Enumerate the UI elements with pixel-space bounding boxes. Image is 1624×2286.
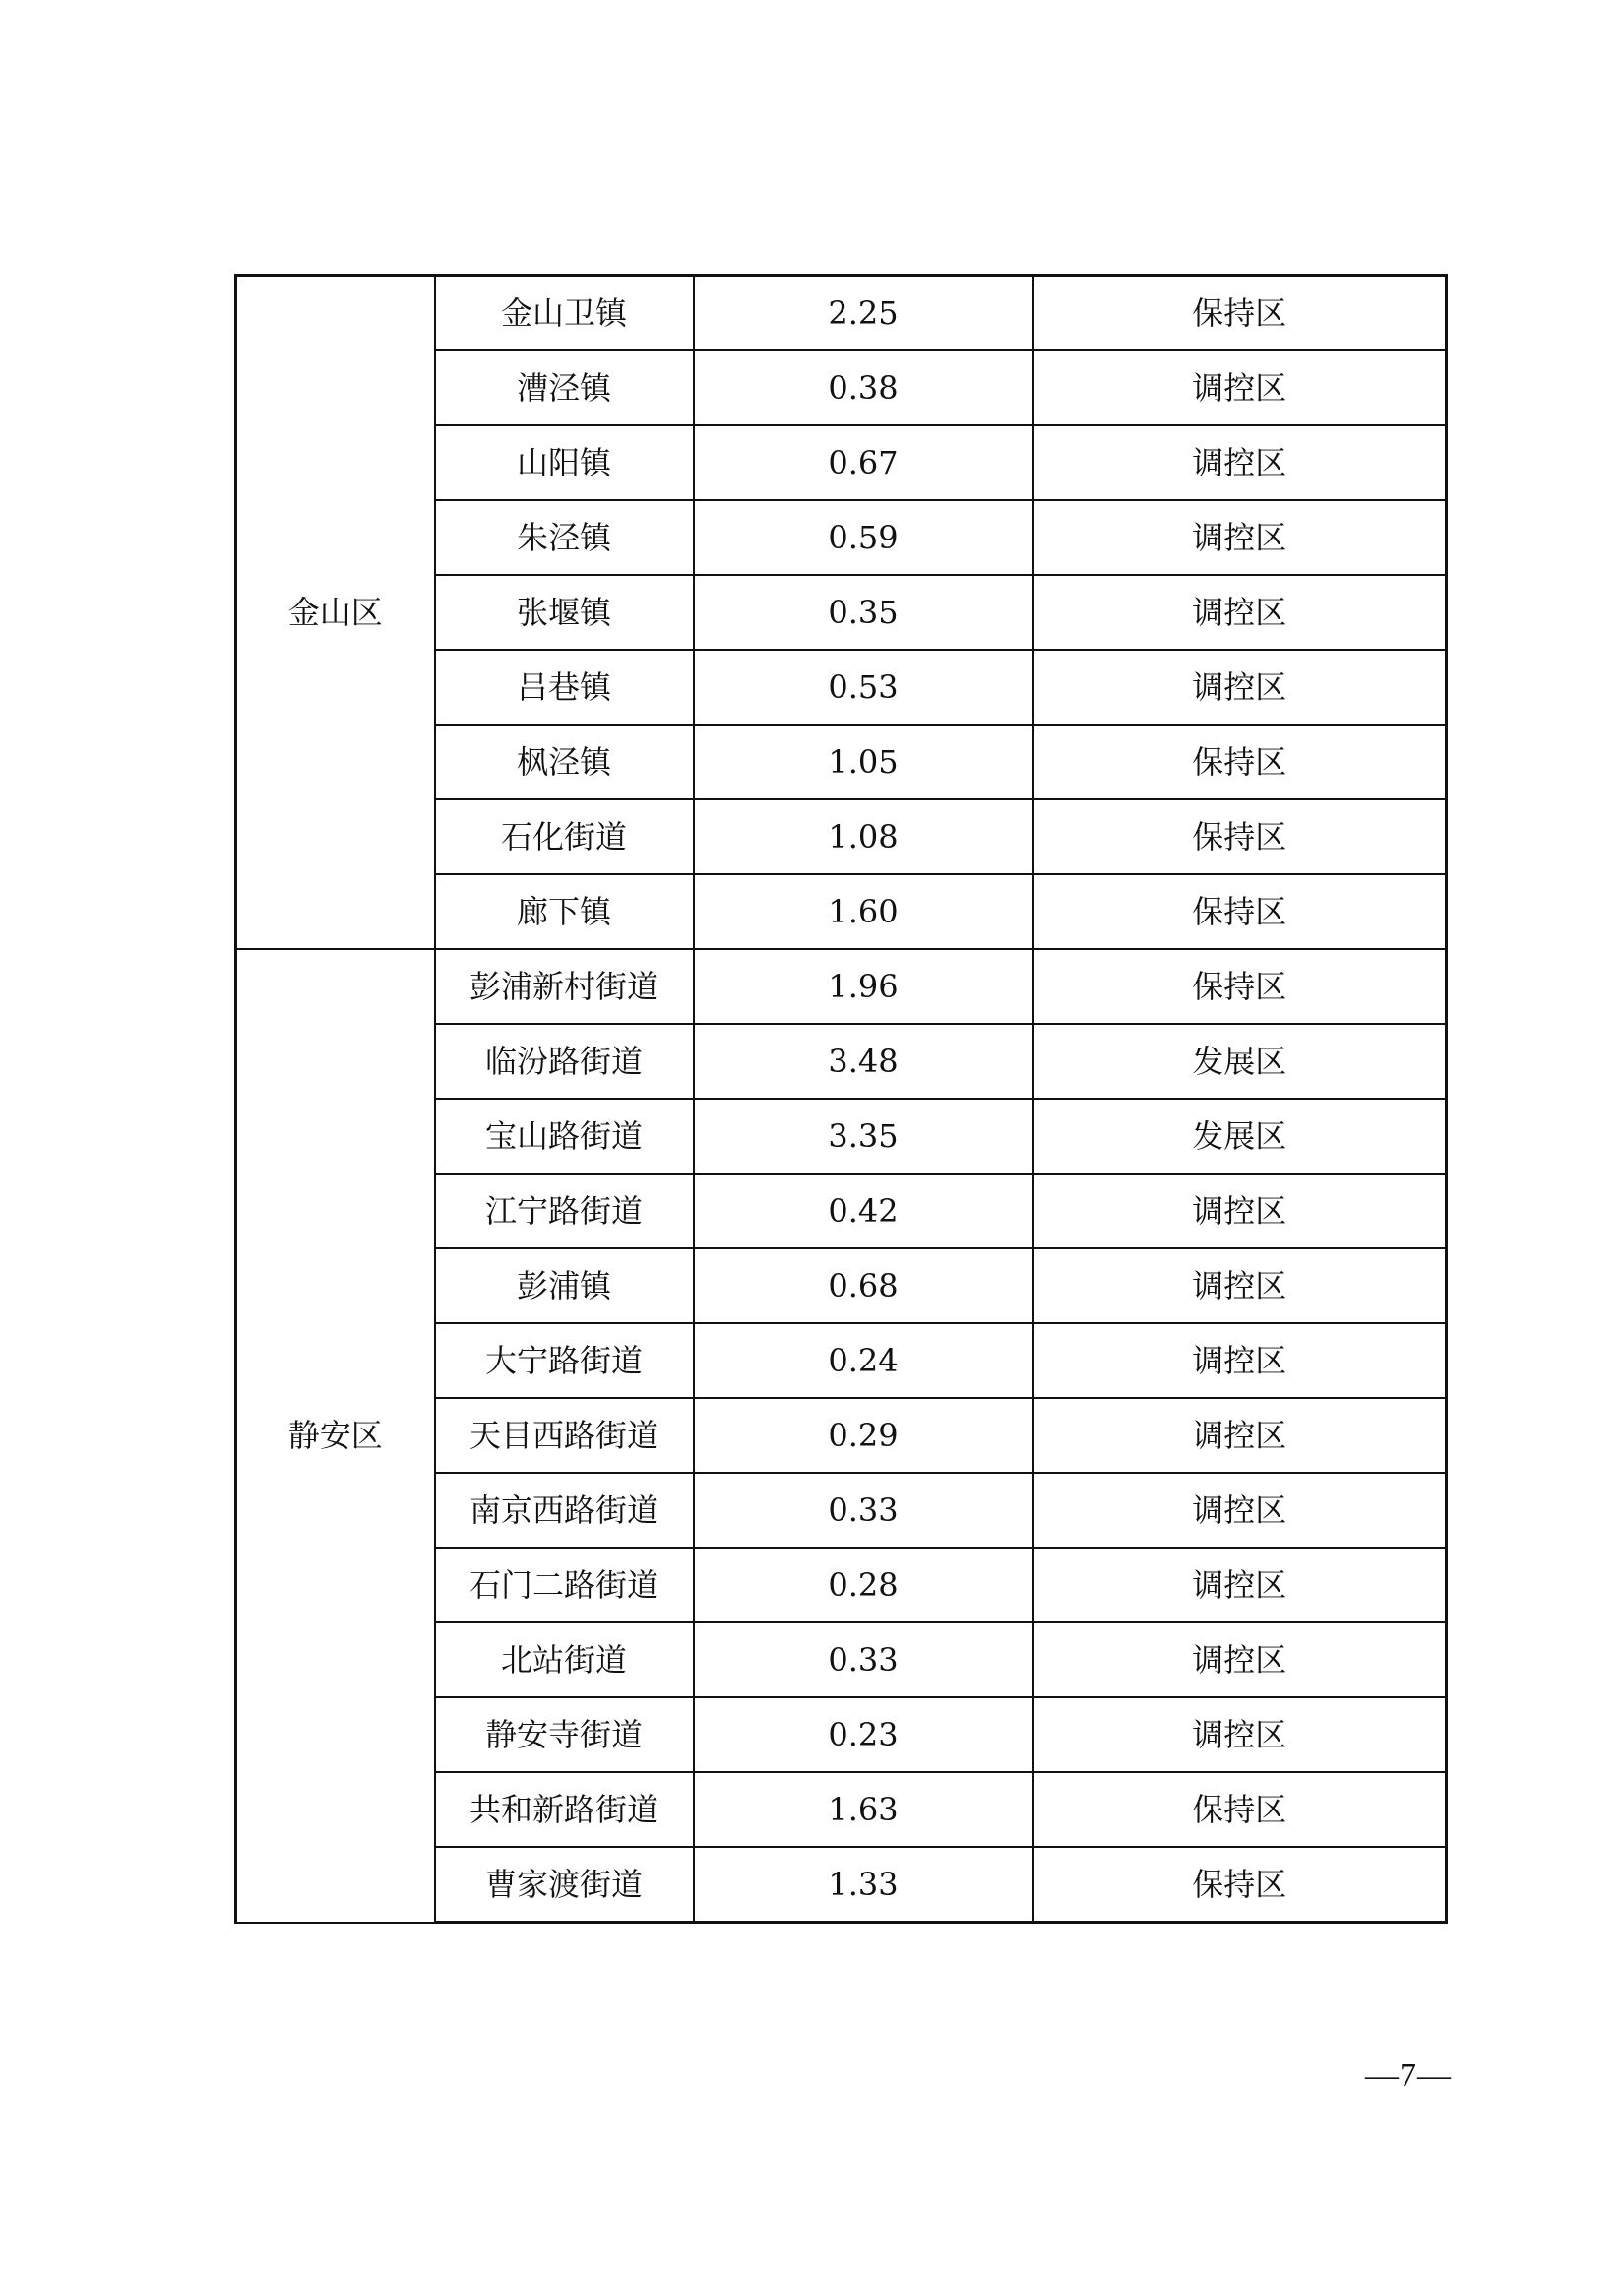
town-cell: 朱泾镇: [435, 500, 694, 575]
value-cell: 0.33: [694, 1622, 1033, 1697]
town-cell: 山阳镇: [435, 425, 694, 500]
category-cell: 调控区: [1033, 1548, 1447, 1622]
town-cell: 枫泾镇: [435, 725, 694, 799]
category-cell: 调控区: [1033, 1473, 1447, 1548]
page-number: —7—: [1365, 2058, 1452, 2094]
value-cell: 0.23: [694, 1697, 1033, 1772]
town-cell: 廊下镇: [435, 874, 694, 949]
category-cell: 调控区: [1033, 1248, 1447, 1323]
category-cell: 调控区: [1033, 500, 1447, 575]
value-cell: 0.68: [694, 1248, 1033, 1323]
category-cell: 调控区: [1033, 1697, 1447, 1772]
town-cell: 彭浦新村街道: [435, 949, 694, 1024]
value-cell: 0.35: [694, 575, 1033, 650]
value-cell: 0.28: [694, 1548, 1033, 1622]
category-cell: 保持区: [1033, 276, 1447, 351]
town-cell: 大宁路街道: [435, 1323, 694, 1398]
value-cell: 0.38: [694, 350, 1033, 425]
table-body: [236, 276, 1447, 1923]
table-row: [236, 949, 1447, 1024]
district-cell: 静安区: [236, 949, 435, 1923]
category-cell: 发展区: [1033, 1024, 1447, 1099]
value-cell: 1.60: [694, 874, 1033, 949]
value-cell: 0.42: [694, 1174, 1033, 1248]
category-cell: 调控区: [1033, 650, 1447, 725]
town-cell: 静安寺街道: [435, 1697, 694, 1772]
town-cell: 临汾路街道: [435, 1024, 694, 1099]
category-cell: 保持区: [1033, 949, 1447, 1024]
town-cell: 北站街道: [435, 1622, 694, 1697]
value-cell: 1.96: [694, 949, 1033, 1024]
town-cell: 金山卫镇: [435, 276, 694, 351]
category-cell: 调控区: [1033, 1323, 1447, 1398]
value-cell: 1.33: [694, 1847, 1033, 1923]
town-cell: 张堰镇: [435, 575, 694, 650]
town-cell: 宝山路街道: [435, 1099, 694, 1174]
value-cell: 0.53: [694, 650, 1033, 725]
category-cell: 调控区: [1033, 1174, 1447, 1248]
data-table: [234, 274, 1448, 1924]
value-cell: 0.67: [694, 425, 1033, 500]
category-cell: 调控区: [1033, 1622, 1447, 1697]
town-cell: 南京西路街道: [435, 1473, 694, 1548]
value-cell: 3.48: [694, 1024, 1033, 1099]
value-cell: 1.63: [694, 1772, 1033, 1847]
town-cell: 天目西路街道: [435, 1398, 694, 1473]
town-cell: 江宁路街道: [435, 1174, 694, 1248]
district-cell: 金山区: [236, 276, 435, 950]
value-cell: 0.29: [694, 1398, 1033, 1473]
value-cell: 0.33: [694, 1473, 1033, 1548]
category-cell: 调控区: [1033, 1398, 1447, 1473]
value-cell: 1.08: [694, 799, 1033, 874]
town-cell: 曹家渡街道: [435, 1847, 694, 1923]
value-cell: 0.24: [694, 1323, 1033, 1398]
category-cell: 保持区: [1033, 725, 1447, 799]
category-cell: 调控区: [1033, 425, 1447, 500]
town-cell: 吕巷镇: [435, 650, 694, 725]
value-cell: 2.25: [694, 276, 1033, 351]
town-cell: 彭浦镇: [435, 1248, 694, 1323]
category-cell: 保持区: [1033, 799, 1447, 874]
value-cell: 1.05: [694, 725, 1033, 799]
town-cell: 石化街道: [435, 799, 694, 874]
category-cell: 调控区: [1033, 575, 1447, 650]
category-cell: 发展区: [1033, 1099, 1447, 1174]
category-cell: 保持区: [1033, 874, 1447, 949]
value-cell: 0.59: [694, 500, 1033, 575]
value-cell: 3.35: [694, 1099, 1033, 1174]
table-row: [236, 276, 1447, 351]
category-cell: 保持区: [1033, 1847, 1447, 1923]
town-cell: 石门二路街道: [435, 1548, 694, 1622]
category-cell: 调控区: [1033, 350, 1447, 425]
category-cell: 保持区: [1033, 1772, 1447, 1847]
town-cell: 共和新路街道: [435, 1772, 694, 1847]
town-cell: 漕泾镇: [435, 350, 694, 425]
